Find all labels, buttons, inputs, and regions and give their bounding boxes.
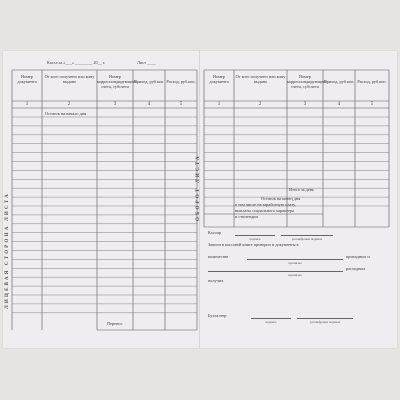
left-header-sheet-number: Лист ____	[137, 60, 156, 65]
left-col-income: Приход, руб.коп.	[133, 79, 165, 84]
right-side-label: ОБОРОТ ЛИСТА	[196, 154, 201, 221]
accountant-name-caption: расшифровка подписи	[309, 320, 341, 324]
right-col-num-5: 5	[370, 102, 374, 107]
cashier-signature-caption: подпись	[249, 237, 261, 241]
right-day-total: Итого за день	[289, 187, 314, 192]
left-carry-over: Перенос	[107, 321, 123, 326]
cashier-name-line	[281, 235, 333, 236]
incoming-label: приходных и	[346, 254, 370, 259]
right-closing-salary: в том числе на заработную плату,	[235, 202, 296, 207]
left-col-num-1: 1	[25, 102, 29, 107]
right-closing-balance: Остаток на конец дня	[261, 196, 301, 201]
right-col-income: Приход, руб.коп.	[323, 79, 355, 84]
right-col-num-2: 2	[258, 102, 262, 107]
left-col-expense: Расход, руб.коп.	[166, 79, 196, 84]
left-col-account: Номер корреспондирующего счета, субсчета	[97, 74, 137, 89]
left-opening-balance: Остаток на начало дня	[45, 111, 87, 116]
accountant-label: Бухгалтер	[208, 313, 227, 318]
right-col-num-4: 4	[337, 102, 341, 107]
left-col-from-to: От кого получено или кому выдано	[44, 74, 95, 84]
quantity-label: количестве	[208, 254, 229, 259]
records-checked-text: Записи в кассовой книге проверил и документы в	[208, 242, 299, 247]
right-col-num-3: 3	[303, 102, 307, 107]
right-col-from-to: От кого получено или кому выдано	[235, 74, 286, 84]
right-closing-stipend: и стипендии	[235, 214, 258, 219]
accountant-name-line	[297, 318, 353, 319]
received-label: получил.	[208, 278, 225, 283]
accountant-signature-line	[251, 318, 291, 319]
cashier-signature-line	[235, 235, 275, 236]
left-header-kassa: Касса за «___» ________ 20__ г.	[47, 60, 106, 65]
right-closing-social: выплаты социального характера	[235, 208, 294, 213]
left-col-doc-number: Номер документа	[17, 74, 37, 84]
left-side-label: ЛИЦЕВАЯ СТОРОНА ЛИСТА	[5, 192, 10, 309]
outgoing-caption: прописью	[288, 273, 302, 277]
right-col-doc-number: Номер документа	[209, 74, 229, 84]
right-col-expense: Расход, руб.коп.	[357, 79, 387, 84]
left-col-num-4: 4	[147, 102, 151, 107]
cashier-label: Кассир	[208, 230, 221, 235]
cash-book-sheet	[3, 51, 397, 348]
right-col-num-1: 1	[217, 102, 221, 107]
outgoing-label: расходных	[346, 266, 366, 271]
left-col-num-2: 2	[67, 102, 71, 107]
left-col-num-5: 5	[179, 102, 183, 107]
incoming-caption: прописью	[288, 261, 302, 265]
incoming-count-line	[247, 259, 343, 260]
left-col-num-3: 3	[113, 102, 117, 107]
accountant-signature-caption: подпись	[265, 320, 277, 324]
right-col-account: Номер корреспондирующего счета, субсчета	[287, 74, 327, 89]
outgoing-count-line	[208, 271, 343, 272]
cashier-name-caption: расшифровка подписи	[291, 237, 323, 241]
